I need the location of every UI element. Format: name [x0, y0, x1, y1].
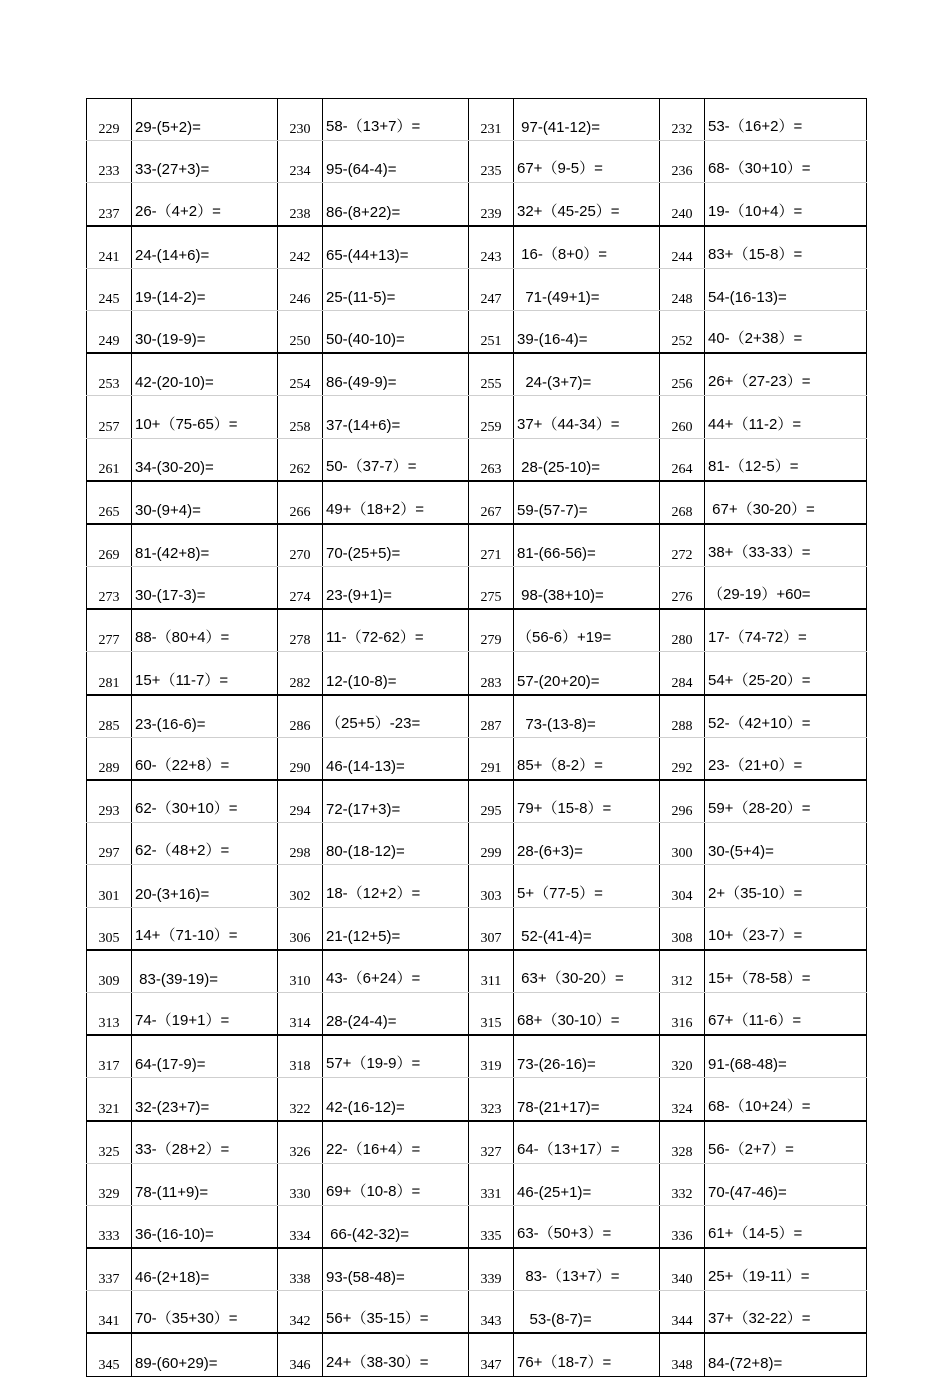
problem-number: 318 — [278, 1035, 323, 1078]
problem-expression: 12-(10-8)= — [323, 652, 469, 695]
problem-number: 281 — [87, 652, 132, 695]
problem-expression: 59-(57-7)= — [514, 481, 660, 524]
problem-number: 348 — [660, 1333, 705, 1376]
problem-expression: 93-(58-48)= — [323, 1248, 469, 1291]
problem-expression: 57-(20+20)= — [514, 652, 660, 695]
problem-number: 338 — [278, 1248, 323, 1291]
problem-number: 237 — [87, 183, 132, 226]
problem-number: 291 — [469, 737, 514, 780]
problem-number: 249 — [87, 310, 132, 353]
table-row — [87, 353, 867, 396]
problem-expression: 56-（2+7）= — [705, 1121, 867, 1164]
problem-number: 335 — [469, 1205, 514, 1248]
problem-number: 323 — [469, 1078, 514, 1121]
problem-expression: 78-(21+17)= — [514, 1078, 660, 1121]
problem-number: 344 — [660, 1291, 705, 1334]
problem-expression: 25-(11-5)= — [323, 268, 469, 310]
problem-number: 321 — [87, 1078, 132, 1121]
problem-expression: 52-(41-4)= — [514, 907, 660, 950]
table-row — [87, 141, 867, 183]
problem-number: 262 — [278, 438, 323, 481]
problem-expression: 62-（30+10）= — [132, 780, 278, 823]
problem-number: 255 — [469, 353, 514, 396]
problem-number: 242 — [278, 226, 323, 269]
problem-number: 282 — [278, 652, 323, 695]
problem-number: 233 — [87, 141, 132, 183]
problem-number: 310 — [278, 950, 323, 993]
problem-expression: 50-（37-7）= — [323, 438, 469, 481]
problem-number: 316 — [660, 992, 705, 1035]
problem-expression: 36-(16-10)= — [132, 1205, 278, 1248]
table-row — [87, 567, 867, 610]
problem-number: 263 — [469, 438, 514, 481]
problem-expression: 40-（2+38）= — [705, 310, 867, 353]
problem-expression: 98-(38+10)= — [514, 567, 660, 610]
problem-expression: 21-(12+5)= — [323, 907, 469, 950]
problem-number: 261 — [87, 438, 132, 481]
problem-number: 307 — [469, 907, 514, 950]
problem-number: 313 — [87, 992, 132, 1035]
problem-expression: （56-6）+19= — [514, 609, 660, 652]
problem-number: 243 — [469, 226, 514, 269]
problem-number: 287 — [469, 695, 514, 738]
table-row — [87, 1333, 867, 1376]
table-row — [87, 1163, 867, 1205]
problem-number: 274 — [278, 567, 323, 610]
problem-number: 232 — [660, 99, 705, 141]
problem-expression: 54+（25-20）= — [705, 652, 867, 695]
problem-number: 298 — [278, 823, 323, 865]
problem-expression: 37+（32-22）= — [705, 1291, 867, 1334]
problem-number: 308 — [660, 907, 705, 950]
problem-number: 303 — [469, 865, 514, 907]
problem-number: 292 — [660, 737, 705, 780]
problem-expression: 24-(14+6)= — [132, 226, 278, 269]
problem-number: 340 — [660, 1248, 705, 1291]
table-row — [87, 823, 867, 865]
problem-number: 341 — [87, 1291, 132, 1334]
problem-expression: 17-（74-72）= — [705, 609, 867, 652]
problem-expression: 58-（13+7）= — [323, 99, 469, 141]
problem-number: 239 — [469, 183, 514, 226]
problem-expression: （29-19）+60= — [705, 567, 867, 610]
problem-expression: 10+（23-7）= — [705, 907, 867, 950]
table-row — [87, 183, 867, 226]
problem-expression: 33-(27+3)= — [132, 141, 278, 183]
problem-expression: 5+（77-5）= — [514, 865, 660, 907]
problem-number: 247 — [469, 268, 514, 310]
problem-expression: 70-（35+30）= — [132, 1291, 278, 1334]
table-row — [87, 907, 867, 950]
problem-number: 300 — [660, 823, 705, 865]
problem-number: 289 — [87, 737, 132, 780]
problem-number: 347 — [469, 1333, 514, 1376]
problem-number: 324 — [660, 1078, 705, 1121]
problem-number: 304 — [660, 865, 705, 907]
problem-expression: 68-（10+24）= — [705, 1078, 867, 1121]
problem-number: 284 — [660, 652, 705, 695]
problem-expression: 54-(16-13)= — [705, 268, 867, 310]
problem-expression: 38+（33-33）= — [705, 524, 867, 567]
problem-expression: 78-(11+9)= — [132, 1163, 278, 1205]
problem-expression: 64-（13+17）= — [514, 1121, 660, 1164]
problem-expression: 19-(14-2)= — [132, 268, 278, 310]
problem-expression: 97-(41-12)= — [514, 99, 660, 141]
problem-number: 297 — [87, 823, 132, 865]
problem-number: 320 — [660, 1035, 705, 1078]
problem-number: 229 — [87, 99, 132, 141]
problem-number: 346 — [278, 1333, 323, 1376]
problem-expression: 26+（27-23）= — [705, 353, 867, 396]
problem-number: 327 — [469, 1121, 514, 1164]
problem-expression: 67+（11-6）= — [705, 992, 867, 1035]
problem-number: 257 — [87, 396, 132, 438]
problem-expression: 70-(25+5)= — [323, 524, 469, 567]
problem-number: 333 — [87, 1205, 132, 1248]
problem-number: 272 — [660, 524, 705, 567]
problem-number: 241 — [87, 226, 132, 269]
problem-expression: 60-（22+8）= — [132, 737, 278, 780]
table-row — [87, 780, 867, 823]
problem-number: 326 — [278, 1121, 323, 1164]
table-row — [87, 226, 867, 269]
problem-number: 238 — [278, 183, 323, 226]
problem-number: 277 — [87, 609, 132, 652]
problem-expression: 46-(14-13)= — [323, 737, 469, 780]
problem-number: 290 — [278, 737, 323, 780]
problem-expression: 86-(49-9)= — [323, 353, 469, 396]
problem-number: 259 — [469, 396, 514, 438]
problem-expression: 43-（6+24）= — [323, 950, 469, 993]
problem-number: 296 — [660, 780, 705, 823]
problem-number: 342 — [278, 1291, 323, 1334]
problem-table — [86, 98, 867, 1377]
problem-expression: 42-(16-12)= — [323, 1078, 469, 1121]
problem-expression: 24+（38-30）= — [323, 1333, 469, 1376]
table-row — [87, 737, 867, 780]
table-row — [87, 1248, 867, 1291]
problem-expression: 46-(2+18)= — [132, 1248, 278, 1291]
problem-number: 266 — [278, 481, 323, 524]
problem-expression: 72-(17+3)= — [323, 780, 469, 823]
problem-expression: 22-（16+4）= — [323, 1121, 469, 1164]
problem-number: 332 — [660, 1163, 705, 1205]
problem-expression: 95-(64-4)= — [323, 141, 469, 183]
problem-expression: 91-(68-48)= — [705, 1035, 867, 1078]
problem-expression: 69+（10-8）= — [323, 1163, 469, 1205]
table-row — [87, 396, 867, 438]
problem-expression: 39-(16-4)= — [514, 310, 660, 353]
problem-number: 283 — [469, 652, 514, 695]
problem-expression: 50-(40-10)= — [323, 310, 469, 353]
problem-number: 337 — [87, 1248, 132, 1291]
table-row — [87, 1205, 867, 1248]
problem-expression: 14+（71-10）= — [132, 907, 278, 950]
problem-expression: 18-（12+2）= — [323, 865, 469, 907]
problem-number: 258 — [278, 396, 323, 438]
problem-expression: 37-(14+6)= — [323, 396, 469, 438]
problem-number: 230 — [278, 99, 323, 141]
problem-expression: 53-（16+2）= — [705, 99, 867, 141]
problem-number: 286 — [278, 695, 323, 738]
problem-number: 275 — [469, 567, 514, 610]
problem-number: 319 — [469, 1035, 514, 1078]
table-row — [87, 1121, 867, 1164]
problem-expression: 37+（44-34）= — [514, 396, 660, 438]
table-row — [87, 950, 867, 993]
problem-expression: 32+（45-25）= — [514, 183, 660, 226]
problem-number: 270 — [278, 524, 323, 567]
problem-expression: 19-（10+4）= — [705, 183, 867, 226]
problem-number: 345 — [87, 1333, 132, 1376]
problem-expression: 23-（21+0）= — [705, 737, 867, 780]
problem-number: 231 — [469, 99, 514, 141]
problem-number: 314 — [278, 992, 323, 1035]
problem-number: 240 — [660, 183, 705, 226]
problem-expression: 85+（8-2）= — [514, 737, 660, 780]
problem-number: 288 — [660, 695, 705, 738]
problem-expression: 2+（35-10）= — [705, 865, 867, 907]
problem-number: 317 — [87, 1035, 132, 1078]
problem-number: 254 — [278, 353, 323, 396]
problem-expression: 83-(39-19)= — [132, 950, 278, 993]
problem-number: 322 — [278, 1078, 323, 1121]
problem-expression: 68+（30-10）= — [514, 992, 660, 1035]
problem-expression: 63+（30-20）= — [514, 950, 660, 993]
problem-number: 279 — [469, 609, 514, 652]
problem-expression: 74-（19+1）= — [132, 992, 278, 1035]
problem-expression: 23-(9+1)= — [323, 567, 469, 610]
problem-number: 256 — [660, 353, 705, 396]
problem-expression: 84-(72+8)= — [705, 1333, 867, 1376]
table-row — [87, 310, 867, 353]
problem-expression: 30-(5+4)= — [705, 823, 867, 865]
problem-number: 294 — [278, 780, 323, 823]
problem-number: 245 — [87, 268, 132, 310]
problem-expression: 20-(3+16)= — [132, 865, 278, 907]
problem-number: 276 — [660, 567, 705, 610]
problem-expression: 46-(25+1)= — [514, 1163, 660, 1205]
problem-number: 309 — [87, 950, 132, 993]
problem-number: 265 — [87, 481, 132, 524]
problem-expression: 86-(8+22)= — [323, 183, 469, 226]
problem-expression: 29-(5+2)= — [132, 99, 278, 141]
problem-expression: 73-(26-16)= — [514, 1035, 660, 1078]
problem-expression: 57+（19-9）= — [323, 1035, 469, 1078]
problem-number: 273 — [87, 567, 132, 610]
table-row — [87, 481, 867, 524]
problem-expression: 68-（30+10）= — [705, 141, 867, 183]
problem-expression: 23-(16-6)= — [132, 695, 278, 738]
table-row — [87, 99, 867, 141]
problem-expression: 10+（75-65）= — [132, 396, 278, 438]
problem-number: 301 — [87, 865, 132, 907]
table-row — [87, 1291, 867, 1334]
problem-expression: 15+（78-58）= — [705, 950, 867, 993]
problem-expression: 71-(49+1)= — [514, 268, 660, 310]
problem-expression: 83-（13+7）= — [514, 1248, 660, 1291]
problem-number: 250 — [278, 310, 323, 353]
problem-number: 264 — [660, 438, 705, 481]
table-row — [87, 992, 867, 1035]
problem-expression: 26-（4+2）= — [132, 183, 278, 226]
problem-expression: 34-(30-20)= — [132, 438, 278, 481]
problem-expression: 59+（28-20）= — [705, 780, 867, 823]
problem-expression: 76+（18-7）= — [514, 1333, 660, 1376]
problem-expression: 49+（18+2）= — [323, 481, 469, 524]
problem-expression: 32-(23+7)= — [132, 1078, 278, 1121]
problem-expression: 62-（48+2）= — [132, 823, 278, 865]
problem-expression: 33-（28+2）= — [132, 1121, 278, 1164]
problem-expression: 11-（72-62）= — [323, 609, 469, 652]
problem-number: 251 — [469, 310, 514, 353]
problem-expression: 30-(9+4)= — [132, 481, 278, 524]
problem-number: 278 — [278, 609, 323, 652]
problem-number: 267 — [469, 481, 514, 524]
table-row — [87, 1078, 867, 1121]
problem-expression: 66-(42-32)= — [323, 1205, 469, 1248]
problem-expression: 88-（80+4）= — [132, 609, 278, 652]
problem-expression: 67+（30-20）= — [705, 481, 867, 524]
problem-expression: 52-（42+10）= — [705, 695, 867, 738]
problem-number: 299 — [469, 823, 514, 865]
problem-number: 328 — [660, 1121, 705, 1164]
table-row — [87, 865, 867, 907]
problem-number: 331 — [469, 1163, 514, 1205]
problem-expression: 15+（11-7）= — [132, 652, 278, 695]
problem-expression: 42-(20-10)= — [132, 353, 278, 396]
problem-number: 246 — [278, 268, 323, 310]
problem-number: 315 — [469, 992, 514, 1035]
problem-expression: （25+5）-23= — [323, 695, 469, 738]
problem-number: 269 — [87, 524, 132, 567]
problem-number: 234 — [278, 141, 323, 183]
problem-number: 280 — [660, 609, 705, 652]
problem-expression: 67+（9-5）= — [514, 141, 660, 183]
table-row — [87, 695, 867, 738]
problem-expression: 70-(47-46)= — [705, 1163, 867, 1205]
problem-number: 235 — [469, 141, 514, 183]
table-row — [87, 268, 867, 310]
problem-number: 336 — [660, 1205, 705, 1248]
problem-expression: 28-(6+3)= — [514, 823, 660, 865]
problem-expression: 28-(25-10)= — [514, 438, 660, 481]
problem-expression: 44+（11-2）= — [705, 396, 867, 438]
problem-number: 339 — [469, 1248, 514, 1291]
problem-expression: 30-(17-3)= — [132, 567, 278, 610]
problem-number: 311 — [469, 950, 514, 993]
problem-expression: 25+（19-11）= — [705, 1248, 867, 1291]
problem-number: 325 — [87, 1121, 132, 1164]
problem-number: 302 — [278, 865, 323, 907]
problem-expression: 56+（35-15）= — [323, 1291, 469, 1334]
problem-expression: 79+（15-8）= — [514, 780, 660, 823]
problem-expression: 53-(8-7)= — [514, 1291, 660, 1334]
problem-expression: 65-(44+13)= — [323, 226, 469, 269]
problem-expression: 16-（8+0）= — [514, 226, 660, 269]
problem-expression: 28-(24-4)= — [323, 992, 469, 1035]
problem-number: 312 — [660, 950, 705, 993]
problem-expression: 64-(17-9)= — [132, 1035, 278, 1078]
problem-number: 295 — [469, 780, 514, 823]
problem-expression: 24-(3+7)= — [514, 353, 660, 396]
problem-number: 285 — [87, 695, 132, 738]
table-row — [87, 524, 867, 567]
problem-expression: 83+（15-8）= — [705, 226, 867, 269]
problem-number: 271 — [469, 524, 514, 567]
problem-expression: 61+（14-5）= — [705, 1205, 867, 1248]
problem-expression: 81-(42+8)= — [132, 524, 278, 567]
table-row — [87, 438, 867, 481]
table-row — [87, 652, 867, 695]
problem-number: 248 — [660, 268, 705, 310]
problem-expression: 81-(66-56)= — [514, 524, 660, 567]
problem-expression: 81-（12-5）= — [705, 438, 867, 481]
problem-expression: 63-（50+3）= — [514, 1205, 660, 1248]
problem-expression: 30-(19-9)= — [132, 310, 278, 353]
problem-number: 306 — [278, 907, 323, 950]
problem-number: 252 — [660, 310, 705, 353]
problem-number: 329 — [87, 1163, 132, 1205]
table-row — [87, 1035, 867, 1078]
table-row — [87, 609, 867, 652]
problem-expression: 89-(60+29)= — [132, 1333, 278, 1376]
problem-number: 260 — [660, 396, 705, 438]
problem-number: 334 — [278, 1205, 323, 1248]
problem-expression: 80-(18-12)= — [323, 823, 469, 865]
problem-number: 343 — [469, 1291, 514, 1334]
problem-expression: 73-(13-8)= — [514, 695, 660, 738]
problem-number: 293 — [87, 780, 132, 823]
problem-number: 244 — [660, 226, 705, 269]
problem-number: 268 — [660, 481, 705, 524]
problem-number: 236 — [660, 141, 705, 183]
problem-number: 330 — [278, 1163, 323, 1205]
problem-number: 305 — [87, 907, 132, 950]
problem-number: 253 — [87, 353, 132, 396]
